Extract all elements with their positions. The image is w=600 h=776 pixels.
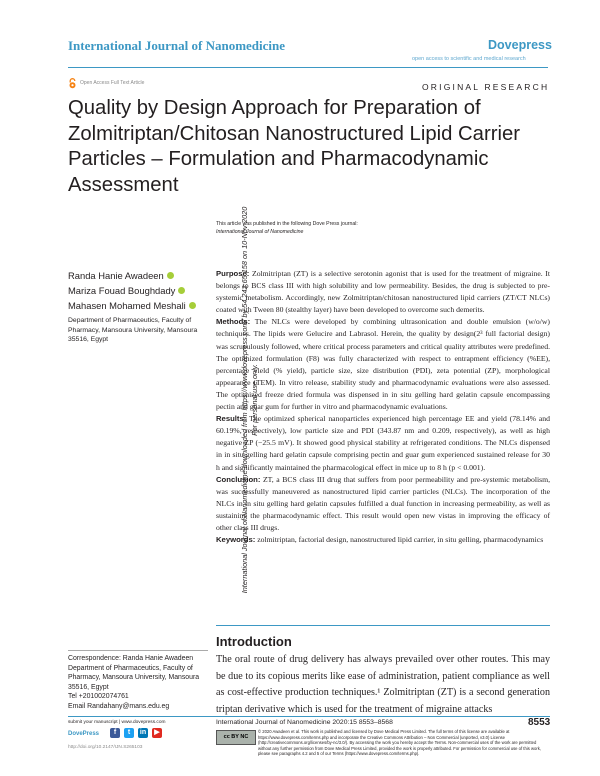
download-watermark-line1: International Journal of Nanomedicine downloaded from https://www.dovepress.com/ by 54.242.65.158 on 10-Nov-2020 [240, 206, 249, 594]
abstract-label: Results: [216, 414, 247, 424]
correspondence-department: Department of Pharmaceutics, Faculty of Pharmacy, Mansoura University, Mansoura 35516, Egypt [68, 664, 200, 691]
facebook-icon[interactable]: f [110, 728, 120, 738]
open-access-label: Open Access Full Text Article [80, 80, 145, 86]
abstract-label: Methods: [216, 317, 251, 327]
abstract-keywords [216, 534, 550, 546]
abstract-text: zolmitriptan, factorial design, nanostructured lipid carrier, in situ gelling, pharmacodynamics [257, 535, 544, 545]
publisher-logo[interactable]: Dovepress [488, 38, 552, 52]
author-name: Randa Hanie Awadeen [68, 270, 164, 281]
social-links [110, 728, 162, 738]
author-name: Mariza Fouad Boughdady [68, 285, 176, 296]
abstract-conclusion [216, 474, 550, 534]
correspondence-email[interactable]: Email Randahany@mans.edu.eg [68, 702, 170, 710]
introduction-heading: Introduction [216, 634, 292, 649]
abstract-label: Conclusion: [216, 474, 261, 484]
publication-note [216, 220, 358, 236]
license-text: © 2020 Awadeen et al. This work is published and licensed by Dove Medical Press Limited. The full terms of this license are available at https://www.dovepress.com/terms.php and incorporate the Creative Commons Attribution – Non Commercial (unported, v3.0) License (http://creativecommons.org/licenses/by-nc/3.0/). By accessing the work you hereby accept the Terms. Non-commercial uses of the work are permitted without any further permission from Dove Medical Press Limited, provided the work is properly attributed. For permission for commercial use of this work, please see paragraphs 4.2 and 5 of our Terms (https://www.dovepress.com/terms.php). [258, 729, 541, 757]
paper-title: Quality by Design Approach for Preparation of Zolmitriptan/Chitosan Nanostructured Lipid Carrier Particles – Formulation and Pharmacodynamic Assessment [68, 97, 521, 196]
abstract-text: The optimized spherical nanoparticles experienced high percentage EE and yield (78.14% and 60.19%, respectively), low particle size and PDI (343.87 nm and 0.209, respectively), as well as high negative ZP (−25.5 mV). It showed good physical stability at refrigerated conditions. The NLCs dispensed in in situ gelling hard gelatin capsule comprising pectin and guar gum experienced sustained release for 30 h and significantly maintained the pharmacological effect in mice up to 8 h (p < 0.001). [216, 414, 550, 472]
abstract-label: Keywords: [216, 535, 256, 545]
cc-license-badge[interactable]: cc BY NC [216, 730, 256, 745]
author-item [68, 283, 196, 298]
twitter-icon[interactable]: t [124, 728, 134, 738]
dovepress-footer-logo[interactable]: DovePress [68, 731, 100, 737]
correspondence-label: Correspondence: Randa Hanie Awadeen [68, 655, 194, 662]
author-item [68, 268, 196, 283]
abstract-text: The NLCs were developed by combining ultrasonication and double emulsion (w/o/w) techniques. The lipids were Gelucire and Labrasol. Herein, the quality by design(2³ full factorial design) was scrupulously followed, where critical process parameters and critical quality attributes were predefined. The optimized formulation (F8) was fully characterized with respect to entrapment efficiency (%EE), percentage yield (% yield), particle size, size distribution (PDI), zeta potential (ZP), morphological appearance (TEM). In vitro release, stability study and pharmacodynamic evaluations were also assessed. The optimized freeze dried formula was dispensed in in situ gelling hard gelatin capsule encompassing pectin and guar gum for further in vitro and pharmacodynamic evaluations. [216, 317, 550, 412]
orcid-icon[interactable] [178, 287, 185, 294]
footer-citation: International Journal of Nanomedicine 2020:15 8553–8568 [216, 719, 393, 726]
doi-link[interactable]: http://doi.org/10.2147/IJN.S265103 [68, 745, 143, 750]
download-watermark-line2: For personal use only. [250, 364, 259, 436]
abstract-results [216, 413, 550, 473]
linkedin-icon[interactable]: in [139, 729, 147, 736]
publisher-tagline: open access to scientific and medical research [412, 56, 526, 62]
correspondence-divider [68, 650, 208, 651]
publication-note-text: This article was published in the following Dove Press journal: [216, 221, 358, 227]
footer-divider [68, 716, 550, 717]
open-access-lock-icon [68, 78, 77, 89]
abstract-text: ZT, a BCS class III drug that suffers from poor permeability and pre-systemic metabolism, was successfully maneuvered as nanostructured lipid carrier particles (NLCs). The incorporation of the NLCs in in situ gelling hard gelatin capsules fulfilled a dual function in increasing permeability, as well as sustaining the pharmacodynamic effect. This result would open new vistas in improving the efficacy of other class III drugs. [216, 474, 551, 532]
orcid-icon[interactable] [167, 272, 174, 279]
abstract-methods [216, 316, 550, 413]
youtube-icon[interactable]: ▶ [152, 728, 162, 738]
author-list [68, 268, 196, 313]
author-item [68, 298, 196, 313]
page-number: 8553 [528, 717, 551, 728]
author-name: Mahasen Mohamed Meshali [68, 300, 186, 311]
abstract-text: Zolmitriptan (ZT) is a selective serotonin agonist that is used for the treatment of migraine. It belongs to BCS class III with high solubility and low permeability. Besides, the drug is subjected to pre-systemic metabolism. Accordingly, new Zolmitriptan/chitosan nanostructured lipid carriers (ZT/CT NLCs) coated with Tween 80 (stealthy layer) have been developed to overcome such demerits. [216, 269, 551, 315]
abstract-label: Purpose: [216, 269, 250, 278]
section-divider [216, 625, 550, 626]
abstract-purpose [216, 268, 550, 316]
orcid-icon[interactable] [189, 302, 196, 309]
author-affiliation: Department of Pharmaceutics, Faculty of Pharmacy, Mansoura University, Mansoura 35516, Egypt [68, 317, 198, 343]
submit-manuscript-link[interactable]: submit your manuscript | www.dovepress.com [68, 720, 166, 725]
correspondence-tel: Tel +201002074761 [68, 693, 129, 700]
header-divider [68, 67, 548, 68]
correspondence-block [68, 654, 208, 711]
abstract [216, 268, 550, 546]
journal-title: International Journal of Nanomedicine [68, 38, 286, 53]
introduction-body: The oral route of drug delivery has always prevailed over other routes. This may be due to its copious merits like ease of administration, patient compliance as well as cost-effective production techniques.¹ Zolmitriptan (ZT) is a second generation triptan derivative which is used for the treatment of migraine attacks [216, 654, 550, 715]
article-type-label: ORIGINAL RESEARCH [422, 82, 550, 92]
publication-note-journal: International Journal of Nanomedicine [216, 229, 304, 235]
